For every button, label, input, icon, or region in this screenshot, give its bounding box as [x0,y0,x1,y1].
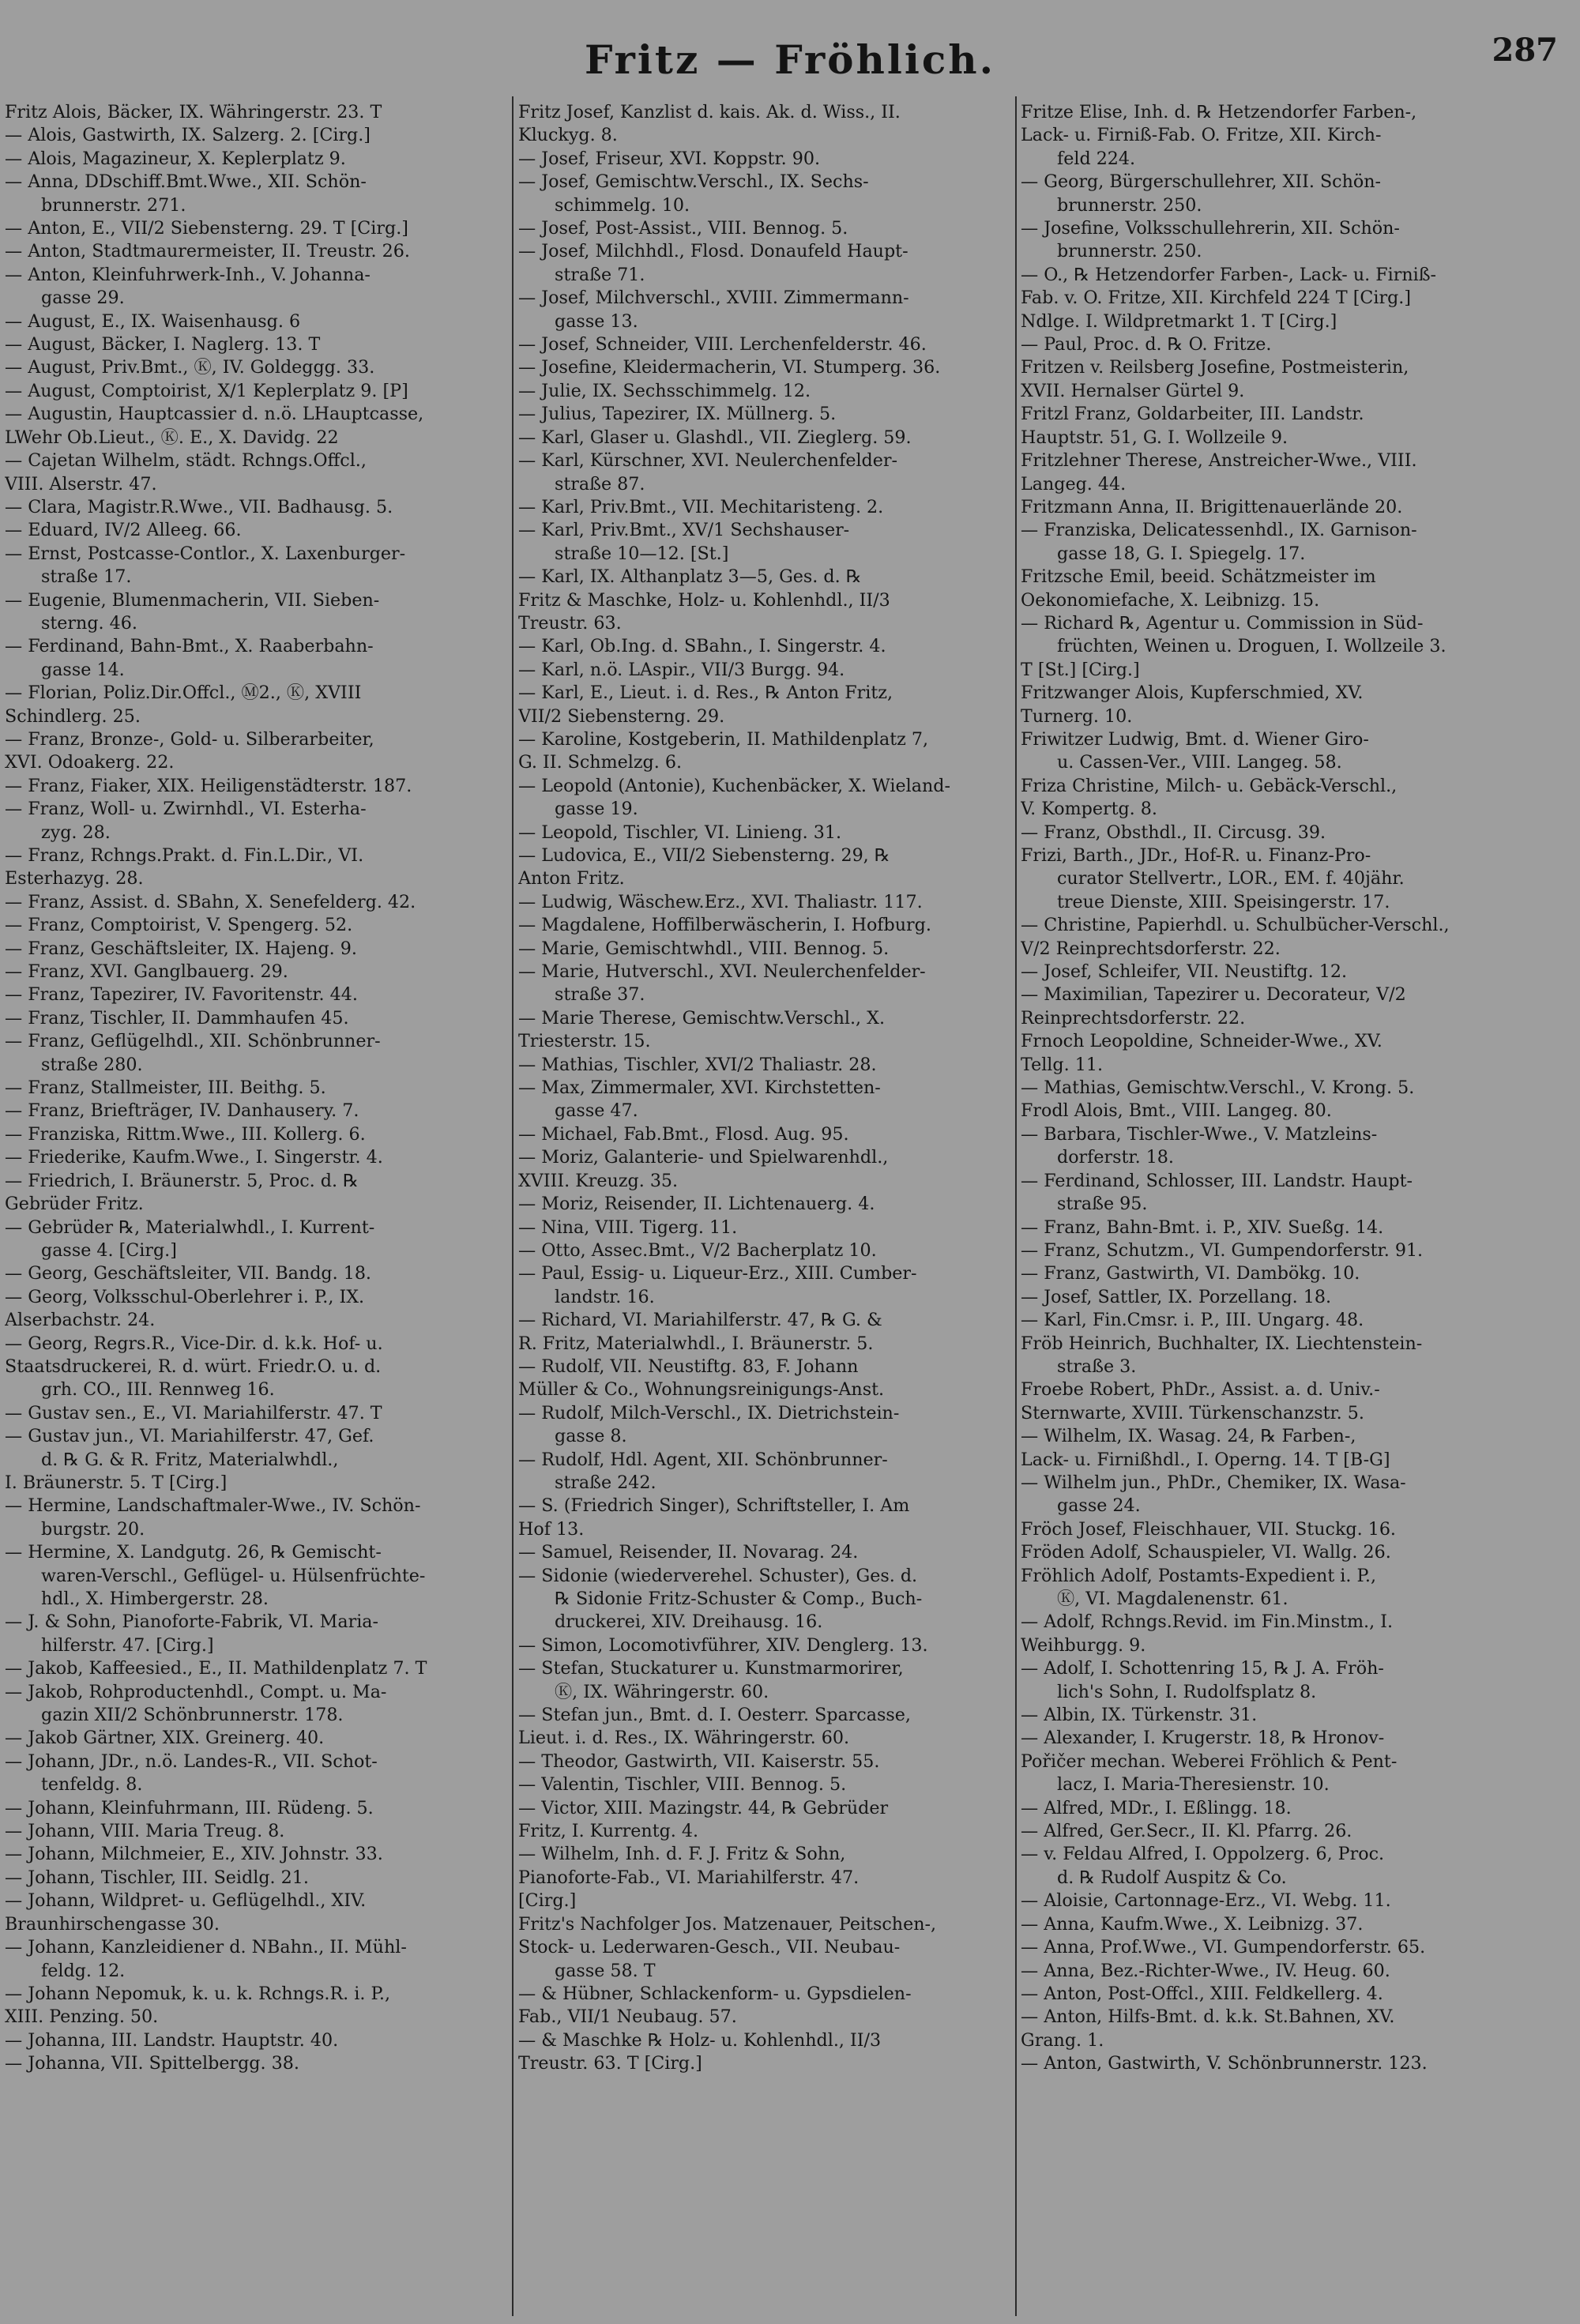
directory-entry-line: gasse 58. T [555,1960,656,1981]
directory-entry-line: — Johann, VIII. Maria Treug. 8. [5,1821,285,1842]
directory-entry-line: Friwitzer Ludwig, Bmt. d. Wiener Giro- [1021,728,1369,750]
directory-entry-line: Fritzmann Anna, II. Brigittenauerlände 20. [1021,496,1403,517]
directory-entry-line: straße 95. [1057,1194,1148,1215]
directory-entry-line: sterng. 46. [41,612,137,634]
directory-entry-line: — Georg, Volksschul-Oberlehrer i. P., IX. [5,1286,365,1307]
directory-entry-line: — Johann, JDr., n.ö. Landes-R., VII. Schot- [5,1751,378,1772]
directory-entry-line: — Max, Zimmermaler, XVI. Kirchstetten- [518,1077,881,1099]
directory-entry-line: — Karl, Ob.Ing. d. SBahn., I. Singerstr. 4. [518,636,886,657]
directory-entry-line: — Franziska, Delicatessenhdl., IX. Garnison- [1021,520,1417,541]
page-title: Fritz — Fröhlich. [584,36,996,83]
directory-entry-line: — S. (Friedrich Singer), Schriftsteller, I. Am [518,1495,910,1517]
directory-entry-line: — Anton, Gastwirth, V. Schönbrunnerstr. 123. [1021,2053,1428,2074]
directory-entry-line: — Johann, Kanzleidiener d. NBahn., II. Mühl- [5,1937,407,1958]
directory-entry-line: landstr. 16. [555,1286,655,1307]
directory-entry-line: — Karl, Glaser u. Glashdl., VII. Zieglerg. 59. [518,427,912,448]
directory-entry-line: T [St.] [Cirg.] [1021,659,1140,680]
directory-entry-line: Fröch Josef, Fleischhauer, VII. Stuckg. 16. [1021,1518,1396,1540]
directory-entry-line: Fritz & Maschke, Holz- u. Kohlenhdl., II/3 [518,589,890,611]
directory-entry-line: — Jakob, Rohproductenhdl., Compt. u. Ma- [5,1681,387,1702]
directory-entry-line: — Anna, Bez.-Richter-Wwe., IV. Heug. 60. [1021,1960,1390,1981]
directory-entry-line: — Ludwig, Wäschew.Erz., XVI. Thaliastr. 117. [518,891,923,912]
directory-entry-line: gasse 4. [Cirg.] [41,1239,177,1261]
directory-entry-line: — Simon, Locomotivführer, XIV. Denglerg. 13. [518,1634,928,1656]
directory-entry-line: — Alfred, Ger.Secr., II. Kl. Pfarrg. 26. [1021,1821,1352,1842]
directory-entry-line: — Maximilian, Tapezirer u. Decorateur, V/2 [1021,984,1406,1006]
directory-entry-line: — Karl, n.ö. LAspir., VII/3 Burgg. 94. [518,659,845,680]
directory-entry-line: — Florian, Poliz.Dir.Offcl., Ⓜ2., Ⓚ, XVIII [5,683,362,704]
directory-entry-line: — Augustin, Hauptcassier d. n.ö. LHauptcasse, [5,404,424,425]
directory-entry-line: gasse 29. [41,288,125,309]
directory-entry-line: — Josef, Schneider, VIII. Lerchenfelderstr. 46. [518,334,927,355]
directory-entry-line: — Victor, XIII. Mazingstr. 44, ℞ Gebrüder [518,1797,889,1818]
directory-entry-line: straße 3. [1057,1356,1137,1377]
directory-entry-line: straße 10—12. [St.] [555,543,729,564]
directory-entry-line: Hauptstr. 51, G. I. Wollzeile 9. [1021,427,1288,448]
directory-entry-line: — Paul, Proc. d. ℞ O. Fritze. [1021,334,1272,355]
directory-entry-line: Treustr. 63. T [Cirg.] [518,2053,702,2074]
directory-entry-line: — Franz, Woll- u. Zwirnhdl., VI. Esterha- [5,799,367,820]
directory-entry-line: Fritzwanger Alois, Kupferschmied, XV. [1021,683,1364,704]
directory-entry-line: curator Stellvertr., LOR., EM. f. 40jähr. [1057,868,1405,889]
directory-entry-line: — Franz, Fiaker, XIX. Heiligenstädterstr. 187. [5,775,412,796]
directory-entry-line: grh. CO., III. Rennweg 16. [41,1379,275,1401]
directory-entry-line: — Franz, Schutzm., VI. Gumpendorferstr. 91. [1021,1239,1424,1261]
directory-entry-line: früchten, Weinen u. Droguen, I. Wollzeile 3. [1057,636,1446,657]
directory-entry-line: — Moriz, Galanterie- und Spielwarenhdl., [518,1147,889,1168]
directory-entry-line: — Christine, Papierhdl. u. Schulbücher-Verschl., [1021,915,1450,936]
directory-entry-line: — Mathias, Gemischtw.Verschl., V. Krong. 5. [1021,1077,1415,1099]
directory-entry-line: Lieut. i. d. Res., IX. Währingerstr. 60. [518,1728,850,1749]
directory-entry-line: druckerei, XIV. Dreihausg. 16. [555,1611,823,1633]
directory-entry-line: — Anton, Hilfs-Bmt. d. k.k. St.Bahnen, XV. [1021,2006,1395,2028]
directory-entry-line: — Theodor, Gastwirth, VII. Kaiserstr. 55. [518,1751,880,1772]
directory-entry-line: — Michael, Fab.Bmt., Flosd. Aug. 95. [518,1123,849,1145]
directory-entry-line: — Eugenie, Blumenmacherin, VII. Sieben- [5,589,380,611]
page-number: 287 [1492,32,1558,69]
directory-entry-line: Schindlerg. 25. [5,705,141,727]
directory-entry-line: — Josef, Milchverschl., XVIII. Zimmermann- [518,288,909,309]
directory-entry-line: — Josef, Friseur, XVI. Koppstr. 90. [518,148,821,169]
directory-entry-line: gasse 19. [555,799,638,820]
directory-entry-line: — Wilhelm, Inh. d. F. J. Fritz & Sohn, [518,1844,846,1865]
directory-entry-line: — Wilhelm jun., PhDr., Chemiker, IX. Wasa- [1021,1472,1406,1493]
directory-entry-line: — & Hübner, Schlackenform- u. Gypsdielen- [518,1983,912,2004]
directory-entry-line: d. ℞ G. & R. Fritz, Materialwhdl., [41,1449,339,1470]
directory-entry-line: VII/2 Siebensterng. 29. [518,705,725,727]
directory-entry-line: — August, Priv.Bmt., Ⓚ, IV. Goldeggg. 33. [5,357,375,378]
directory-entry-line: — August, Comptoirist, X/1 Keplerplatz 9. [P] [5,380,408,401]
directory-entry-line: Fritz's Nachfolger Jos. Matzenauer, Peitschen-, [518,1913,937,1935]
directory-entry-line: — Josef, Gemischtw.Verschl., IX. Sechs- [518,171,869,193]
directory-entry-line: dorferstr. 18. [1057,1147,1174,1168]
directory-entry-line: — Anna, Kaufm.Wwe., X. Leibnizg. 37. [1021,1913,1364,1935]
directory-entry-line: feldg. 12. [41,1960,126,1981]
directory-entry-line: XVIII. Kreuzg. 35. [518,1170,679,1191]
directory-entry-line: — Stefan, Stuckaturer u. Kunstmarmorirer, [518,1658,904,1679]
directory-entry-line: — Richard, VI. Mariahilferstr. 47, ℞ G. & [518,1310,882,1331]
directory-column-middle [518,101,1011,2313]
directory-column-right [1021,101,1574,2313]
directory-entry-line: — Franz, XVI. Ganglbauerg. 29. [5,961,288,983]
directory-entry-line: — Franz, Geflügelhdl., XII. Schönbrunner- [5,1031,381,1052]
directory-entry-line: Fröb Heinrich, Buchhalter, IX. Liechtenstein- [1021,1333,1423,1354]
directory-entry-line: — Adolf, I. Schottenring 15, ℞ J. A. Fröh- [1021,1658,1384,1679]
directory-entry-line: XIII. Penzing. 50. [5,2006,159,2028]
page-header [0,32,1580,95]
directory-entry-line: Fritz Josef, Kanzlist d. kais. Ak. d. Wiss., II. [518,102,901,122]
directory-entry-line: Fritzlehner Therese, Anstreicher-Wwe., VIII. [1021,450,1417,472]
directory-entry-line: schimmelg. 10. [555,194,690,216]
directory-entry-line: lich's Sohn, I. Rudolfsplatz 8. [1057,1681,1317,1702]
directory-entry-line: — Josef, Post-Assist., VIII. Bennog. 5. [518,218,848,239]
directory-entry-line: — Anton, Post-Offcl., XIII. Feldkellerg. 4. [1021,1983,1383,2004]
directory-entry-line: zyg. 28. [41,822,111,843]
directory-entry-line: hilferstr. 47. [Cirg.] [41,1634,214,1656]
directory-entry-line: — Franz, Geschäftsleiter, IX. Hajeng. 9. [5,938,357,959]
directory-entry-line: — Albin, IX. Türkenstr. 31. [1021,1705,1258,1726]
directory-entry-line: I. Bräunerstr. 5. T [Cirg.] [5,1472,228,1493]
directory-entry-line: burgstr. 20. [41,1518,145,1540]
directory-column-left [5,101,510,2313]
directory-entry-line: straße 71. [555,264,645,285]
directory-entry-line: — Johanna, VII. Spittelbergg. 38. [5,2053,299,2074]
directory-entry-line: — August, E., IX. Waisenhausg. 6 [5,310,301,332]
directory-entry-line: — Franz, Briefträger, IV. Danhausery. 7. [5,1100,359,1122]
directory-entry-line: brunnerstr. 250. [1057,241,1202,262]
directory-entry-line: — Ferdinand, Schlosser, III. Landstr. Haupt- [1021,1170,1413,1191]
directory-entry-line: — Valentin, Tischler, VIII. Bennog. 5. [518,1774,847,1796]
directory-entry-line: — Clara, Magistr.R.Wwe., VII. Badhausg. 5. [5,496,393,517]
directory-entry-line: hdl., X. Himbergerstr. 28. [41,1589,269,1609]
directory-entry-line: — Karl, IX. Althanplatz 3—5, Ges. d. ℞ [518,566,862,588]
directory-entry-line: — Alois, Magazineur, X. Keplerplatz 9. [5,148,346,169]
directory-entry-line: — Leopold (Antonie), Kuchenbäcker, X. Wieland- [518,775,950,796]
directory-entry-line: Grang. 1. [1021,2029,1104,2051]
directory-entry-line: XVI. Odoakerg. 22. [5,752,175,773]
directory-entry-line: feld 224. [1057,148,1136,169]
directory-entry-line: ℞ Sidonie Fritz-Schuster & Comp., Buch- [555,1589,923,1609]
directory-entry-line: — Hermine, X. Landgutg. 26, ℞ Gemischt- [5,1542,382,1563]
directory-entry-line: Reinprechtsdorferstr. 22. [1021,1007,1246,1029]
directory-entry-line: — Alois, Gastwirth, IX. Salzerg. 2. [Cirg.] [5,125,371,146]
directory-entry-line: — Alfred, MDr., I. Eßlingg. 18. [1021,1797,1292,1818]
directory-entry-line: Anton Fritz. [518,868,625,889]
directory-entry-line: — August, Bäcker, I. Naglerg. 13. T [5,334,321,355]
directory-entry-line: — Sidonie (wiederverehel. Schuster), Ges. d. [518,1565,918,1586]
directory-entry-line: — Anton, Kleinfuhrwerk-Inh., V. Johanna- [5,264,371,285]
directory-entry-line: Langeg. 44. [1021,473,1127,495]
directory-entry-line: [Cirg.] [518,1890,577,1912]
directory-entry-line: — Gustav jun., VI. Mariahilferstr. 47, Gef. [5,1426,374,1447]
directory-entry-line: — Franz, Comptoirist, V. Spengerg. 52. [5,915,353,936]
directory-entry-line: Fritz Alois, Bäcker, IX. Währingerstr. 23. T [5,102,382,122]
directory-entry-line: — Franz, Bronze-, Gold- u. Silberarbeiter, [5,728,374,750]
directory-entry-line: — Franz, Obsthdl., II. Circusg. 39. [1021,822,1326,843]
directory-entry-line: gasse 24. [1057,1495,1141,1517]
directory-entry-line: d. ℞ Rudolf Auspitz & Co. [1057,1867,1287,1888]
directory-entry-line: Frnoch Leopoldine, Schneider-Wwe., XV. [1021,1031,1382,1052]
directory-entry-line: gasse 47. [555,1100,638,1122]
directory-entry-line: — Friederike, Kaufm.Wwe., I. Singerstr. 4. [5,1147,383,1168]
directory-entry-line: — Richard ℞, Agentur u. Commission in Süd- [1021,612,1424,634]
directory-entry-line: Fritzl Franz, Goldarbeiter, III. Landstr. [1021,404,1364,425]
directory-entry-line: — Marie, Gemischtwhdl., VIII. Bennog. 5. [518,938,890,959]
directory-entry-line: Treustr. 63. [518,612,622,634]
directory-entry-line: Froebe Robert, PhDr., Assist. a. d. Univ.- [1021,1379,1380,1401]
directory-entry-line: — Stefan jun., Bmt. d. I. Oesterr. Sparcasse, [518,1705,911,1726]
directory-entry-line: — Johann Nepomuk, k. u. k. Rchngs.R. i. P., [5,1983,391,2004]
directory-entry-line: Oekonomiefache, X. Leibnizg. 15. [1021,589,1320,611]
directory-entry-line: tenfeldg. 8. [41,1774,143,1796]
directory-entry-line: — Franz, Gastwirth, VI. Dambökg. 10. [1021,1263,1360,1284]
directory-entry-line: Fritzen v. Reilsberg Josefine, Postmeisterin, [1021,357,1409,378]
directory-entry-line: — Johann, Wildpret- u. Geflügelhdl., XIV. [5,1890,367,1912]
directory-entry-line: gazin XII/2 Schönbrunnerstr. 178. [41,1705,344,1726]
directory-entry-line: — Josef, Schleifer, VII. Neustiftg. 12. [1021,961,1348,983]
directory-entry-line: straße 280. [41,1054,143,1075]
directory-entry-line: straße 37. [555,984,645,1006]
directory-entry-line: Ⓚ, VI. Magdalenenstr. 61. [1057,1589,1288,1609]
directory-entry-line: — Friedrich, I. Bräunerstr. 5, Proc. d. ℞ [5,1170,359,1191]
directory-entry-line: VIII. Alserstr. 47. [5,473,157,495]
directory-entry-line: — Franz, Tischler, II. Dammhaufen 45. [5,1007,349,1029]
directory-entry-line: — Johann, Tischler, III. Seidlg. 21. [5,1867,309,1888]
directory-entry-line: G. II. Schmelzg. 6. [518,752,683,773]
directory-entry-line: straße 87. [555,473,645,495]
directory-entry-line: Braunhirschengasse 30. [5,1913,220,1935]
directory-entry-line: u. Cassen-Ver., VIII. Langeg. 58. [1057,752,1342,773]
directory-entry-line: — Johanna, III. Landstr. Hauptstr. 40. [5,2029,339,2051]
directory-entry-line: XVII. Hernalser Gürtel 9. [1021,380,1245,401]
directory-entry-line: Frizi, Barth., JDr., Hof-R. u. Finanz-Pro- [1021,845,1371,866]
directory-entry-line: — Rudolf, VII. Neustiftg. 83, F. Johann [518,1356,859,1377]
directory-entry-line: gasse 18, G. I. Spiegelg. 17. [1057,543,1306,564]
directory-entry-line: Fritze Elise, Inh. d. ℞ Hetzendorfer Farben-, [1021,102,1417,122]
directory-entry-line: brunnerstr. 271. [41,194,186,216]
directory-entry-line: — Jakob Gärtner, XIX. Greinerg. 40. [5,1728,325,1749]
directory-entry-line: Fab., VII/1 Neubaug. 57. [518,2006,737,2028]
directory-entry-line: brunnerstr. 250. [1057,194,1202,216]
directory-entry-line: — Gebrüder ℞, Materialwhdl., I. Kurrent- [5,1217,375,1238]
directory-entry-line: Gebrüder Fritz. [5,1194,144,1215]
directory-entry-line: — Josef, Milchhdl., Flosd. Donaufeld Haupt- [518,241,908,262]
directory-entry-line: straße 17. [41,566,132,588]
directory-entry-line: — Otto, Assec.Bmt., V/2 Bacherplatz 10. [518,1239,877,1261]
directory-entry-line: waren-Verschl., Geflügel- u. Hülsenfrüchte- [41,1565,426,1586]
directory-entry-line: Alserbachstr. 24. [5,1310,156,1331]
directory-entry-line: — Karoline, Kostgeberin, II. Mathildenplatz 7, [518,728,929,750]
directory-entry-line: — Ferdinand, Bahn-Bmt., X. Raaberbahn- [5,636,374,657]
column-divider [512,96,514,2316]
directory-entry-line: — Moriz, Reisender, II. Lichtenauerg. 4. [518,1194,875,1215]
directory-entry-line: — Ernst, Postcasse-Contlor., X. Laxenburger- [5,543,406,564]
directory-entry-line: — Paul, Essig- u. Liqueur-Erz., XIII. Cumber- [518,1263,917,1284]
directory-entry-line: — Karl, Fin.Cmsr. i. P., III. Ungarg. 48. [1021,1310,1364,1331]
directory-entry-line: — Anton, E., VII/2 Siebensterng. 29. T [Cirg.] [5,218,408,239]
directory-entry-line: treue Dienste, XIII. Speisingerstr. 17. [1057,891,1390,912]
directory-entry-line: — Johann, Milchmeier, E., XIV. Johnstr. 33. [5,1844,383,1865]
directory-entry-line: — Franziska, Rittm.Wwe., III. Kollerg. 6. [5,1123,366,1145]
directory-entry-line: — Nina, VIII. Tigerg. 11. [518,1217,738,1238]
directory-entry-line: Tellg. 11. [1021,1054,1103,1075]
directory-entry-line: V. Kompertg. 8. [1021,799,1157,820]
directory-entry-line: Fab. v. O. Fritze, XII. Kirchfeld 224 T [Cirg.] [1021,288,1411,309]
directory-entry-line: — Franz, Assist. d. SBahn, X. Senefelderg. 42. [5,891,416,912]
directory-entry-line: — Eduard, IV/2 Alleeg. 66. [5,520,242,541]
directory-entry-line: gasse 14. [41,659,125,680]
directory-entry-line: — Mathias, Tischler, XVI/2 Thaliastr. 28. [518,1054,877,1075]
directory-entry-line: Staatsdruckerei, R. d. würt. Friedr.O. u. d. [5,1356,382,1377]
directory-entry-line: — Anton, Stadtmaurermeister, II. Treustr. 26. [5,241,410,262]
directory-entry-line: Frodl Alois, Bmt., VIII. Langeg. 80. [1021,1100,1332,1122]
directory-entry-line: — Johann, Kleinfuhrmann, III. Rüdeng. 5. [5,1797,374,1818]
directory-entry-line: Kluckyg. 8. [518,125,618,146]
directory-entry-line: Fritz, I. Kurrentg. 4. [518,1821,699,1842]
directory-entry-line: — Alexander, I. Krugerstr. 18, ℞ Hronov- [1021,1728,1385,1749]
directory-entry-line: Stock- u. Lederwaren-Gesch., VII. Neubau- [518,1937,901,1958]
directory-entry-line: — Gustav sen., E., VI. Mariahilferstr. 47. T [5,1402,382,1423]
directory-entry-line: lacz, I. Maria-Theresienstr. 10. [1057,1774,1330,1796]
directory-entry-line: — Rudolf, Milch-Verschl., IX. Dietrichstein- [518,1402,900,1423]
directory-entry-line: — Marie, Hutverschl., XVI. Neulerchenfelder- [518,961,926,983]
directory-entry-line: — Wilhelm, IX. Wasag. 24, ℞ Farben-, [1021,1426,1356,1447]
directory-entry-line: Pořičer mechan. Weberei Fröhlich & Pent- [1021,1751,1398,1772]
directory-entry-line: — Rudolf, Hdl. Agent, XII. Schönbrunner- [518,1449,888,1470]
directory-entry-line: — Karl, E., Lieut. i. d. Res., ℞ Anton Fritz, [518,683,893,704]
directory-entry-line: Fröhlich Adolf, Postamts-Expedient i. P., [1021,1565,1377,1586]
directory-entry-line: Ⓚ, IX. Währingerstr. 60. [555,1681,769,1702]
directory-entry-line: — Barbara, Tischler-Wwe., V. Matzleins- [1021,1123,1378,1145]
directory-entry-line: — v. Feldau Alfred, I. Oppolzerg. 6, Proc. [1021,1844,1385,1865]
directory-entry-line: Friza Christine, Milch- u. Gebäck-Verschl., [1021,775,1398,796]
directory-entry-line: Lack- u. Firniß-Fab. O. Fritze, XII. Kirch- [1021,125,1382,146]
directory-entry-line: — Julie, IX. Sechsschimmelg. 12. [518,380,811,401]
directory-entry-line: Esterhazyg. 28. [5,868,144,889]
directory-entry-line: — Hermine, Landschaftmaler-Wwe., IV. Schön- [5,1495,421,1517]
directory-entry-line: Lack- u. Firnißhdl., I. Operng. 14. T [B-G] [1021,1449,1390,1470]
directory-entry-line: — Karl, Kürschner, XVI. Neulerchenfelder- [518,450,897,472]
directory-entry-line: — Karl, Priv.Bmt., XV/1 Sechshauser- [518,520,850,541]
directory-entry-line: Fritzsche Emil, beeid. Schätzmeister im [1021,566,1376,588]
directory-entry-line: — Georg, Regrs.R., Vice-Dir. d. k.k. Hof- u. [5,1333,383,1354]
directory-entry-line: Hof 13. [518,1518,585,1540]
directory-entry-line: gasse 8. [555,1426,627,1447]
directory-entry-line: — J. & Sohn, Pianoforte-Fabrik, VI. Maria- [5,1611,379,1633]
directory-entry-line: — Ludovica, E., VII/2 Siebensterng. 29, ℞ [518,845,890,866]
directory-entry-line: — Julius, Tapezirer, IX. Müllnerg. 5. [518,404,837,425]
directory-entry-line: — Georg, Bürgerschullehrer, XII. Schön- [1021,171,1382,193]
directory-entry-line: — Anna, DDschiff.Bmt.Wwe., XII. Schön- [5,171,367,193]
directory-entry-line: — Josef, Sattler, IX. Porzellang. 18. [1021,1286,1332,1307]
directory-entry-line: — Samuel, Reisender, II. Novarag. 24. [518,1542,859,1563]
directory-entry-line: — Franz, Stallmeister, III. Beithg. 5. [5,1077,326,1099]
directory-entry-line: Triesterstr. 15. [518,1031,651,1052]
directory-entry-line: — Leopold, Tischler, VI. Linieng. 31. [518,822,842,843]
directory-entry-line: — Jakob, Kaffeesied., E., II. Mathildenplatz 7. T [5,1658,427,1679]
directory-entry-line: — Marie Therese, Gemischtw.Verschl., X. [518,1007,885,1029]
directory-entry-line: V/2 Reinprechtsdorferstr. 22. [1021,938,1281,959]
column-divider [1015,96,1017,2316]
directory-entry-line: — Adolf, Rchngs.Revid. im Fin.Minstm., I. [1021,1611,1394,1633]
directory-entry-line: — Karl, Priv.Bmt., VII. Mechitaristeng. 2. [518,496,884,517]
directory-entry-line: — Franz, Bahn-Bmt. i. P., XIV. Sueßg. 14. [1021,1217,1384,1238]
directory-entry-line: straße 242. [555,1472,656,1493]
directory-entry-line: gasse 13. [555,310,638,332]
directory-entry-line: — Josefine, Volksschullehrerin, XII. Schön- [1021,218,1400,239]
directory-entry-line: — & Maschke ℞ Holz- u. Kohlenhdl., II/3 [518,2029,882,2051]
directory-entry-line: Ndlge. I. Wildpretmarkt 1. T [Cirg.] [1021,310,1337,332]
directory-entry-line: — Georg, Geschäftsleiter, VII. Bandg. 18. [5,1263,371,1284]
directory-entry-line: — Franz, Rchngs.Prakt. d. Fin.L.Dir., VI. [5,845,364,866]
directory-entry-line: — Anna, Prof.Wwe., VI. Gumpendorferstr. 65. [1021,1937,1426,1958]
directory-entry-line: — Franz, Tapezirer, IV. Favoritenstr. 44. [5,984,358,1006]
directory-entry-line: Weihburgg. 9. [1021,1634,1146,1656]
directory-entry-line: LWehr Ob.Lieut., Ⓚ. E., X. Davidg. 22 [5,427,339,448]
directory-entry-line: Turnerg. 10. [1021,705,1133,727]
directory-entry-line: — Cajetan Wilhelm, städt. Rchngs.Offcl., [5,450,367,472]
directory-entry-line: — Magdalene, Hoffilberwäscherin, I. Hofburg. [518,915,931,936]
directory-entry-line: — O., ℞ Hetzendorfer Farben-, Lack- u. Firniß- [1021,264,1437,285]
directory-entry-line: Müller & Co., Wohnungsreinigungs-Anst. [518,1379,885,1401]
directory-entry-line: Fröden Adolf, Schauspieler, VI. Wallg. 26. [1021,1542,1391,1563]
directory-entry-line: R. Fritz, Materialwhdl., I. Bräunerstr. 5. [518,1333,874,1354]
directory-entry-line: Sternwarte, XVIII. Türkenschanzstr. 5. [1021,1402,1364,1423]
directory-entry-line: — Josefine, Kleidermacherin, VI. Stumperg. 36. [518,357,941,378]
directory-entry-line: — Aloisie, Cartonnage-Erz., VI. Webg. 11. [1021,1890,1391,1912]
directory-entry-line: Pianoforte-Fab., VI. Mariahilferstr. 47. [518,1867,860,1888]
